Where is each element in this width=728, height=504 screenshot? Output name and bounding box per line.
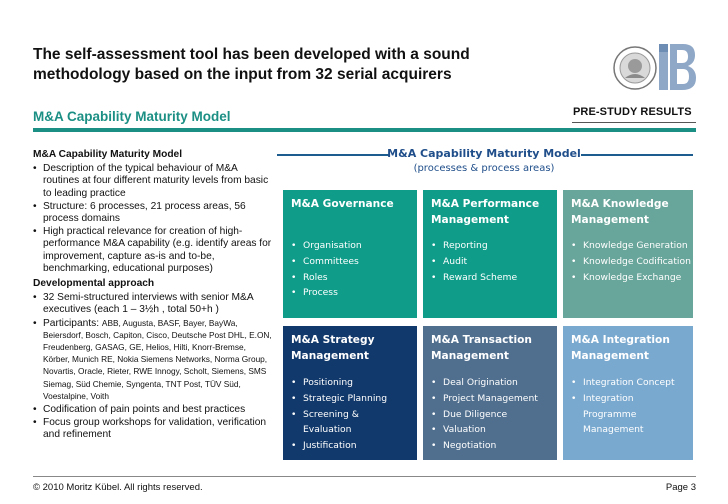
- process-area: • Positioning: [291, 375, 387, 391]
- copyright-notice: © 2010 Moritz Kübel. All rights reserved.: [33, 482, 203, 493]
- process-box-title-line: M&A Strategy: [291, 334, 375, 346]
- process-box-knowledge: [563, 190, 693, 318]
- model-diagram-subtitle: (processes & process areas): [413, 163, 555, 174]
- process-area-list: [431, 375, 538, 454]
- process-area-list: [571, 375, 675, 438]
- process-area: • Strategic Planning: [291, 391, 387, 407]
- model-bullet-list: [33, 163, 273, 275]
- participants-list: ABB, Augusta, BASF, Bayer, BayWa, Beiersdorf, Bosch, Capiton, Cisco, Deutsche Post DHL, E.ON, Freudenberg, GASAG, GE, Helios, Hilti, Knorr-Bremse, Körber, Munich RE, Nokia Siemens Networks, Norma Group, Novartis, Oracle, Rieter, RWE Innogy, Scholt, Siemens, SMS Siemag, Süd Chemie, Syngenta, TNT Post, TÜV Süd, Voestalpine, Voith: [43, 317, 272, 401]
- left-text-column: [33, 149, 273, 443]
- slide-title-line-2: methodology based on the input from 32 serial acquirers: [33, 66, 452, 83]
- process-box-title: [431, 332, 532, 364]
- process-box-integration: [563, 326, 693, 460]
- footer-divider: [33, 476, 696, 477]
- badge-underline: [572, 122, 696, 123]
- process-area: • Screening & Evaluation: [291, 407, 385, 439]
- left-heading-approach: Developmental approach: [33, 278, 155, 290]
- participants-label: Participants:: [43, 317, 100, 329]
- header-divider: [33, 128, 696, 132]
- process-area: • Integration Concept: [571, 375, 675, 391]
- process-area-list: [291, 375, 387, 454]
- model-bullet: • Structure: 6 processes, 21 process areas, 56 process domains: [33, 201, 273, 225]
- process-area: • Deal Origination: [431, 375, 538, 391]
- process-box-performance: [423, 190, 557, 318]
- process-box-title: [291, 196, 394, 212]
- pre-study-badge: PRE-STUDY RESULTS: [573, 106, 692, 118]
- process-box-title-line: M&A Performance: [431, 198, 540, 210]
- process-area: • Audit: [431, 254, 517, 270]
- process-area: • Reporting: [431, 238, 517, 254]
- ib-logo: [611, 40, 697, 96]
- process-box-title: [571, 332, 670, 364]
- process-box-title-line: M&A Transaction: [431, 334, 532, 346]
- process-area: • Integration Programme Management: [571, 391, 667, 438]
- approach-bullet-participants: [33, 318, 273, 403]
- process-area: • Negotiation: [431, 438, 538, 454]
- process-box-title-line: Management: [571, 214, 649, 226]
- process-area: • Organisation: [291, 238, 362, 254]
- approach-bullet: • Codification of pain points and best practices: [33, 404, 273, 416]
- process-area: • Due Diligence: [431, 407, 538, 423]
- process-area-list: [431, 238, 517, 285]
- page-number: Page 3: [665, 482, 696, 493]
- process-box-title: [431, 196, 539, 228]
- process-area: • Knowledge Exchange: [571, 270, 691, 286]
- process-area: • Committees: [291, 254, 362, 270]
- process-area: • Valuation: [431, 422, 538, 438]
- process-area: • Knowledge Generation: [571, 238, 691, 254]
- process-box-strategy: [283, 326, 417, 460]
- process-box-title-line: Management: [431, 214, 509, 226]
- process-area: • Justification: [291, 438, 387, 454]
- model-bullet: • High practical relevance for creation of high-performance M&A capability (e.g. identify areas for improvement, capture as-is and to-be, benchmarking, educational purposes): [33, 226, 273, 275]
- process-area: • Process: [291, 285, 362, 301]
- process-box-transaction: [423, 326, 557, 460]
- process-box-title: [291, 332, 374, 364]
- process-box-title-line: Management: [571, 350, 649, 362]
- process-box-governance: [283, 190, 417, 318]
- process-area-list: [291, 238, 362, 301]
- model-diagram-title: M&A Capability Maturity Model: [387, 147, 581, 160]
- process-area: • Knowledge Codification: [571, 254, 691, 270]
- process-box-title-line: M&A Governance: [291, 198, 394, 210]
- process-area: • Roles: [291, 270, 362, 286]
- model-diagram-header: [275, 147, 693, 177]
- model-bullet: • Description of the typical behaviour of M&A routines at four different maturity levels from basic to leading practice: [33, 163, 273, 200]
- left-heading-model: M&A Capability Maturity Model: [33, 149, 183, 160]
- slide-title-line-1: The self-assessment tool has been developed with a sound: [33, 46, 470, 63]
- approach-bullet-list: [33, 292, 273, 441]
- process-box-title-line: M&A Integration: [571, 334, 670, 346]
- process-box-title-line: Management: [431, 350, 509, 362]
- section-subtitle: M&A Capability Maturity Model: [33, 109, 231, 124]
- slide-title: [33, 45, 553, 85]
- process-area: • Project Management: [431, 391, 538, 407]
- process-area-list: [571, 238, 691, 285]
- process-area: • Reward Scheme: [431, 270, 517, 286]
- process-box-title: [571, 196, 669, 228]
- approach-bullet: • 32 Semi-structured interviews with senior M&A executives (each 1 – 3½h , total 50+h ): [33, 292, 273, 316]
- process-box-title-line: Management: [291, 350, 369, 362]
- approach-bullet: • Focus group workshops for validation, verification and refinement: [33, 417, 273, 441]
- process-box-title-line: M&A Knowledge: [571, 198, 669, 210]
